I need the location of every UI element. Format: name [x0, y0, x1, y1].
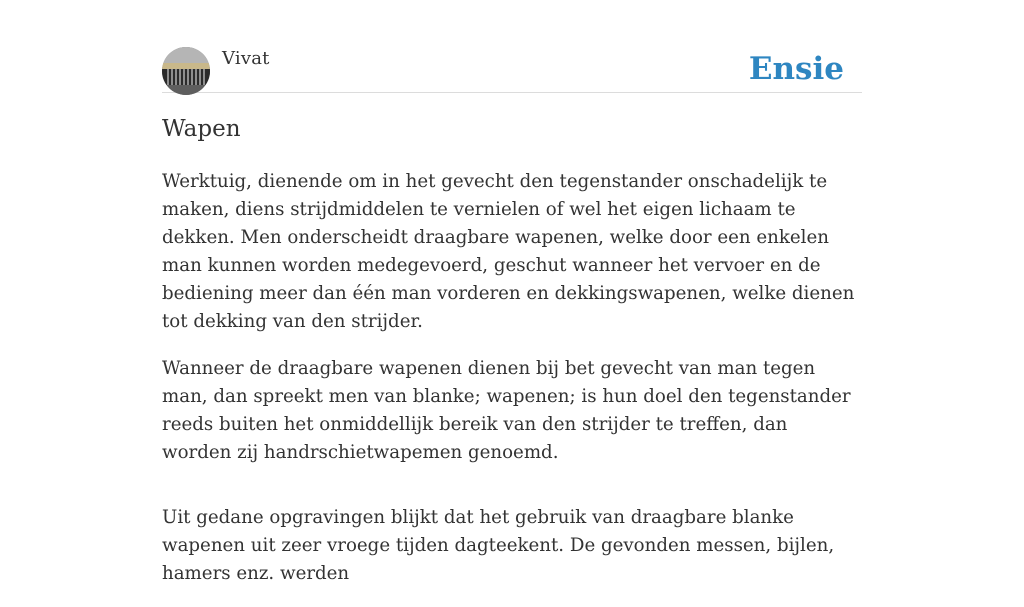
paragraph: Wanneer de draagbare wapenen dienen bij bet gevecht van man tegen man, dan spreekt men van blanke; wapenen; is hun doel den tegenstander reeds buiten het onmiddellijk bereik van den strijder te treffen, dan worden zij handrschietwapemen genoemd.	[162, 358, 851, 463]
typewriter-avatar-icon	[162, 47, 210, 95]
header	[162, 46, 862, 93]
brand-logo[interactable]: Ensie	[748, 51, 844, 87]
page-title: Wapen	[162, 116, 241, 142]
author-name[interactable]: Vivat	[222, 48, 270, 69]
article-body	[162, 168, 862, 607]
paragraph: Werktuig, dienende om in het gevecht den tegenstander onschadelijk te maken, diens strijdmiddelen te vernielen of wel het eigen lichaam te dekken. Men onderscheidt draagbare wapenen, welke door een enkelen man kunnen worden medegevoerd, geschut wanneer het vervoer en de bediening meer dan één man vorderen en dekkingswapenen, welke dienen tot dekking van den strijder.	[162, 171, 855, 332]
paragraph: Uit gedane opgravingen blijkt dat het gebruik van draagbare blanke wapenen uit zeer vroege tijden dagteekent. De gevonden messen, bijlen, hamers enz. werden	[162, 507, 835, 584]
avatar[interactable]	[162, 47, 210, 95]
